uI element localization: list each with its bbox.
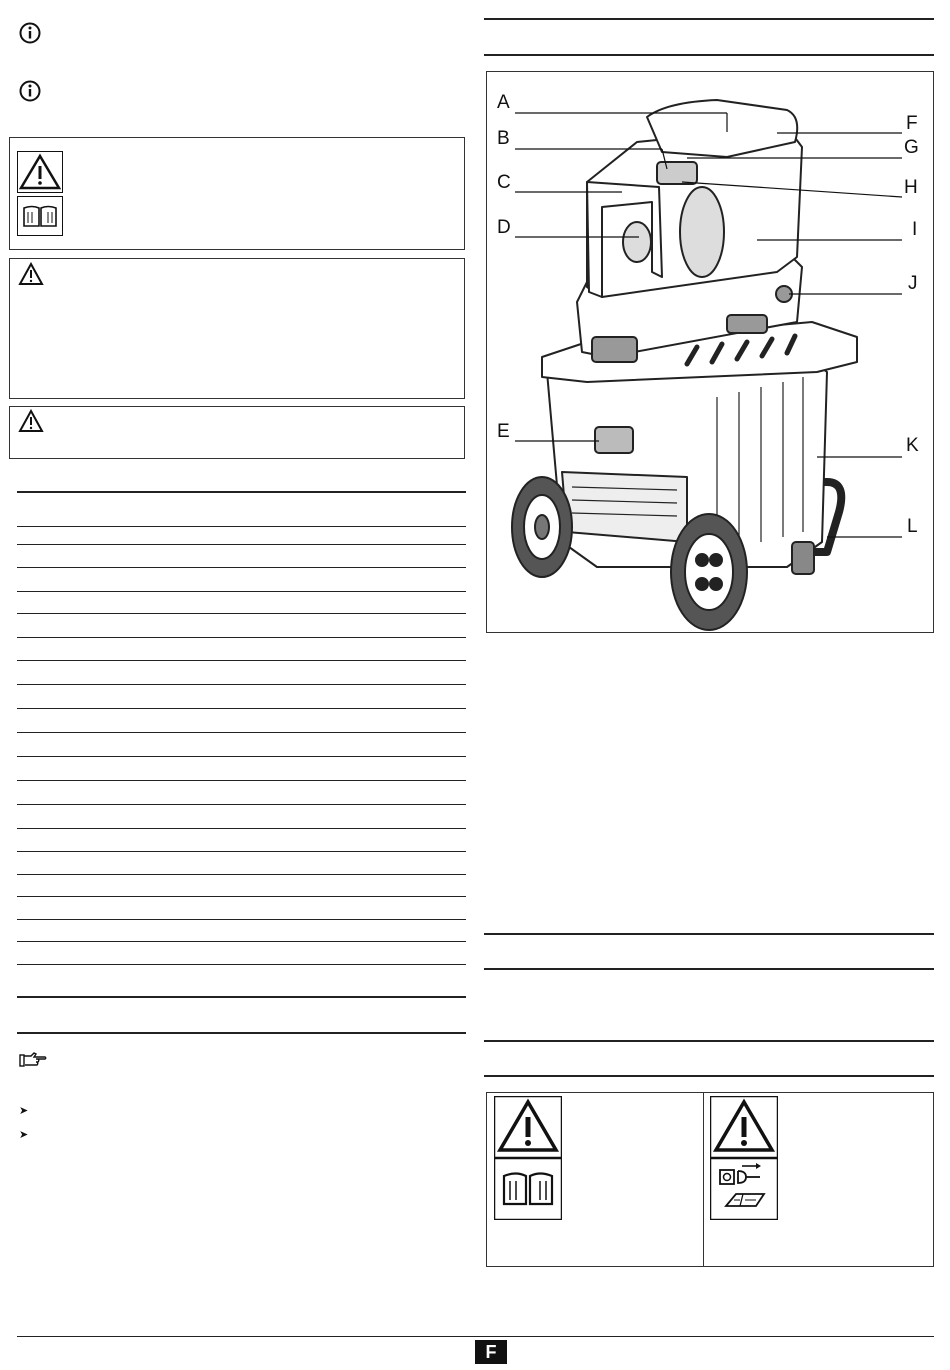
table-row (17, 941, 466, 942)
callout-label-c: C (497, 172, 511, 193)
info-icon (19, 22, 41, 49)
table-row (17, 964, 466, 965)
table-top-rule (17, 491, 466, 493)
footer-rule (17, 1336, 934, 1337)
language-badge: F (475, 1340, 507, 1364)
table-row (17, 567, 466, 568)
section-rule (484, 968, 934, 970)
callout-label-k: K (906, 435, 919, 456)
callout-label-i: I (912, 219, 918, 240)
list-bullet: ➤ (19, 1105, 29, 1117)
table-row (17, 684, 466, 685)
warning-triangle-icon (710, 1096, 778, 1163)
garden-shredder-drawing (487, 72, 933, 632)
callout-label-l: L (907, 516, 918, 537)
list-bullet: ➤ (19, 1129, 29, 1141)
table-row (17, 919, 466, 920)
table-row (17, 828, 466, 829)
table-row (17, 732, 466, 733)
panel-divider (703, 1092, 704, 1267)
warning-triangle-icon (494, 1096, 562, 1163)
callout-label-e: E (497, 421, 510, 442)
table-row (17, 637, 466, 638)
section-rule (17, 1032, 466, 1034)
read-manual-icon (17, 196, 63, 241)
section-rule (484, 1075, 934, 1077)
section-rule (484, 54, 934, 56)
warning-notice-box (9, 137, 465, 250)
callout-label-j: J (908, 273, 918, 294)
table-row (17, 780, 466, 781)
warning-triangle-icon (18, 409, 44, 438)
table-row (17, 851, 466, 852)
table-row (17, 660, 466, 661)
callout-label-a: A (497, 92, 510, 113)
table-row (17, 708, 466, 709)
table-row (17, 756, 466, 757)
caution-box (9, 406, 465, 459)
table-row (17, 804, 466, 805)
table-row (17, 544, 466, 545)
callout-label-h: H (904, 177, 918, 198)
table-row (17, 896, 466, 897)
warning-triangle-icon (17, 151, 63, 198)
unplug-before-maintenance-icon (710, 1158, 778, 1225)
info-icon (19, 80, 41, 107)
section-rule (484, 933, 934, 935)
warning-box (9, 258, 465, 399)
warning-triangle-icon (18, 262, 44, 291)
callout-label-f: F (906, 113, 918, 134)
callout-label-b: B (497, 128, 510, 149)
product-figure (486, 71, 934, 633)
section-rule (484, 1040, 934, 1042)
table-row (17, 591, 466, 592)
table-row (17, 874, 466, 875)
section-rule (484, 18, 934, 20)
table-header-rule (17, 526, 466, 527)
table-row (17, 613, 466, 614)
read-manual-icon (494, 1158, 562, 1225)
callout-label-d: D (497, 217, 511, 238)
callout-label-g: G (904, 137, 919, 158)
pointing-hand-icon (19, 1052, 47, 1073)
section-rule (17, 996, 466, 998)
